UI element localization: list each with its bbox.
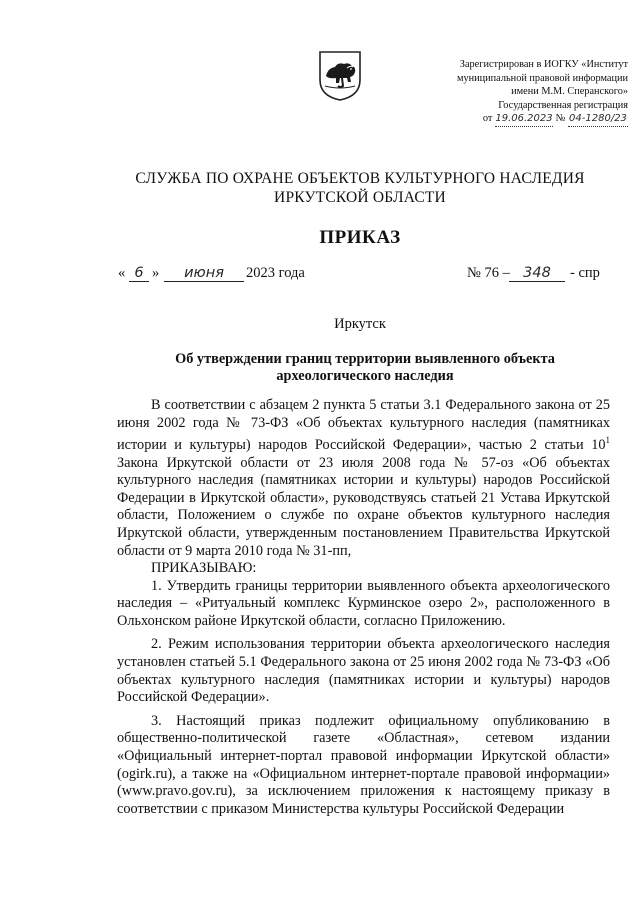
registration-line-3: имени М.М. Сперанского» (511, 86, 628, 98)
order-point-2: 2. Режим использования территории объекта археологического наследия установлен статьей 5.1 Федерального закона от 25 июня 2002 года № 73-ФЗ «Об объектах культурного наследия (памятниках истории и культуры) народов Российской Федерации». (117, 636, 610, 706)
date-day: 6 (129, 265, 149, 282)
preamble-part-1: В соответствии с абзацем 2 пункта 5 статьи 3.1 Федерального закона от 25 июня 2002 года № 73-ФЗ «Об объектах культурного наследия (памятниках истории и культуры) народов Российской Федерации», частью 2 статьи 10 (117, 397, 610, 453)
registration-line-4: Государственная регистрация (498, 99, 628, 111)
coat-of-arms-icon (318, 50, 362, 102)
document-body (117, 397, 610, 818)
date-close-quote: » (152, 265, 160, 281)
registration-date: 19.06.2023 (495, 112, 553, 127)
org-name-line-2: ИРКУТСКОЙ ОБЛАСТИ (274, 189, 446, 206)
order-number-suffix: - спр (570, 265, 600, 281)
preamble-part-2: Закона Иркутской области от 23 июля 2008 года № 57-оз «Об объектах культурного наследия (памятниках истории и культуры) народов Российской Федерации в Иркутской области», руководствуясь статьей 21 Устава Иркутской области, Положением о службе по охране объектов культурного наследия Иркутской области, утвержденным постановлением Правительства Иркутской области от 9 марта 2010 года № 31-пп, (117, 454, 610, 559)
registration-number: 04-1280/23 (568, 112, 628, 127)
registration-stamp (408, 58, 628, 127)
order-point-3: 3. Настоящий приказ подлежит официальному опубликованию в общественно-политической газете «Областная», сетевом издании «Официальный интернет-портал правовой информации Иркутской области» (ogirk.ru), а также на «Официальном интернет-портале правовой информации» (www.pravo.gov.ru), за исключением приложения к настоящему приказу в соответствии с приказом Министерства культуры Российской Федерации (117, 712, 610, 817)
registration-from-label: от (482, 113, 493, 125)
registration-line-1: Зарегистрирован в ИОГКУ «Институт (459, 59, 628, 70)
date-number-line (118, 265, 618, 285)
city: Иркутск (334, 316, 386, 332)
date-month: июня (164, 265, 244, 282)
preamble-paragraph (117, 397, 610, 560)
order-point-1: 1. Утвердить границы территории выявленного объекта археологического наследия – «Ритуальный комплекс Курминское озеро 2», расположенного в Ольхонском районе Иркутской области, согласно Приложению. (117, 577, 610, 629)
order-number: 348 (509, 265, 565, 282)
date-year: 2023 года (246, 265, 305, 281)
document-title: ПРИКАЗ (319, 227, 401, 248)
registration-line-2: муниципальной правовой информации (456, 72, 628, 84)
org-name-line-1: СЛУЖБА ПО ОХРАНЕ ОБЪЕКТОВ КУЛЬТУРНОГО НАСЛЕДИЯ (135, 170, 585, 187)
registration-no-label: № (555, 113, 566, 125)
order-word: ПРИКАЗЫВАЮ: (151, 560, 257, 577)
registration-date-number-row (408, 112, 628, 127)
preamble-superscript: 1 (605, 435, 610, 446)
subject-line-2: археологического наследия (276, 368, 454, 384)
date-open-quote: « (118, 265, 126, 281)
order-number-prefix: № 76 – (467, 265, 510, 281)
subject-line-1: Об утверждении границ территории выявленного объекта (175, 351, 555, 367)
